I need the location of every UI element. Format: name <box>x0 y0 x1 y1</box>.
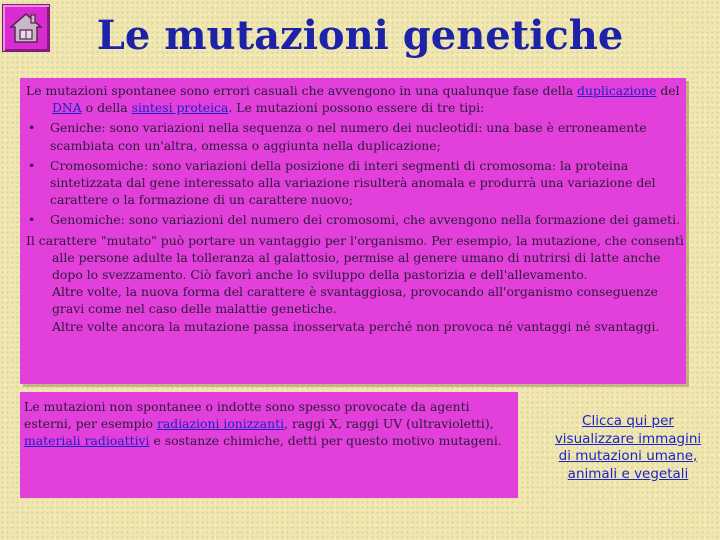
induced-text-1: Le mutazioni non spontanee o indotte sono spesso provocate da agenti esterni, per esempio <box>24 399 470 432</box>
main-text-panel <box>20 78 686 384</box>
link-duplicazione[interactable]: duplicazione <box>577 83 657 98</box>
bullet-marker: • <box>28 120 36 136</box>
link-radiazioni-ionizzanti[interactable]: radiazioni ionizzanti <box>156 416 285 432</box>
closing-paragraph-1: Il carattere "mutato" può portare un vantaggio per l'organismo. Per esempio, la mutazione, che consentì alle persone adulte la tolleranza al galattosio, permise al genere umano di nutrirsi di latte anche dopo lo svezzamento. Ciò favorì anche lo sviluppo della pastorizia e dell'allevamento. <box>26 232 684 283</box>
bullet-text-cromosomiche: Cromosomiche: sono variazioni della posizione di interi segmenti di cromosoma: la proteina sintetizzata dal gene interessato alla variazione risulterà anomala e produrrà una variazione del carattere o la formazione di un carattere nuovo; <box>50 157 656 208</box>
intro-paragraph <box>20 78 686 116</box>
page-title: Le mutazioni genetiche <box>96 12 624 59</box>
images-link[interactable]: Clicca qui per visualizzare immagini di mutazioni umane, animali e vegetali <box>554 413 702 482</box>
bullet-marker: • <box>28 157 36 173</box>
intro-text-del: del <box>656 83 680 98</box>
list-item <box>20 119 686 153</box>
induced-mutations-panel <box>20 392 518 498</box>
link-materiali-radioattivi[interactable]: materiali radioattivi <box>24 433 150 449</box>
closing-paragraph-2: Altre volte, la nuova forma del carattere è svantaggiosa, provocando all'organismo conseguenze gravi come nel caso delle malattie genetiche. <box>52 284 658 317</box>
intro-text-or: o della <box>81 100 132 116</box>
induced-text-2: , raggi X, raggi UV (ultravioletti), <box>284 416 494 432</box>
list-item <box>20 211 686 228</box>
bullet-marker: • <box>28 212 36 228</box>
closing-paragraph-3: Altre volte ancora la mutazione passa inosservata perché non provoca né vantaggi né svantaggi. <box>52 318 660 334</box>
link-sintesi-proteica[interactable]: sintesi proteica <box>131 100 229 116</box>
link-dna[interactable]: DNA <box>52 100 82 116</box>
induced-paragraph <box>20 392 518 450</box>
intro-text: Le mutazioni spontanee sono errori casuali che avvengono in una qualunque fase della <box>26 83 578 98</box>
list-item <box>20 157 686 209</box>
bullet-text-genomiche: Genomiche: sono variazioni del numero dei cromosomi, che avvengono nella formazione dei gameti. <box>50 212 681 228</box>
induced-text-3: e sostanze chimiche, detti per questo motivo mutageni. <box>149 433 502 449</box>
intro-text-after: . Le mutazioni possono essere di tre tipi: <box>228 100 485 116</box>
bullet-text-geniche: Geniche: sono variazioni nella sequenza o nel numero dei nucleotidi: una base è erroneamente scambiata con un'altra, omessa o aggiunta nella duplicazione; <box>50 120 647 153</box>
